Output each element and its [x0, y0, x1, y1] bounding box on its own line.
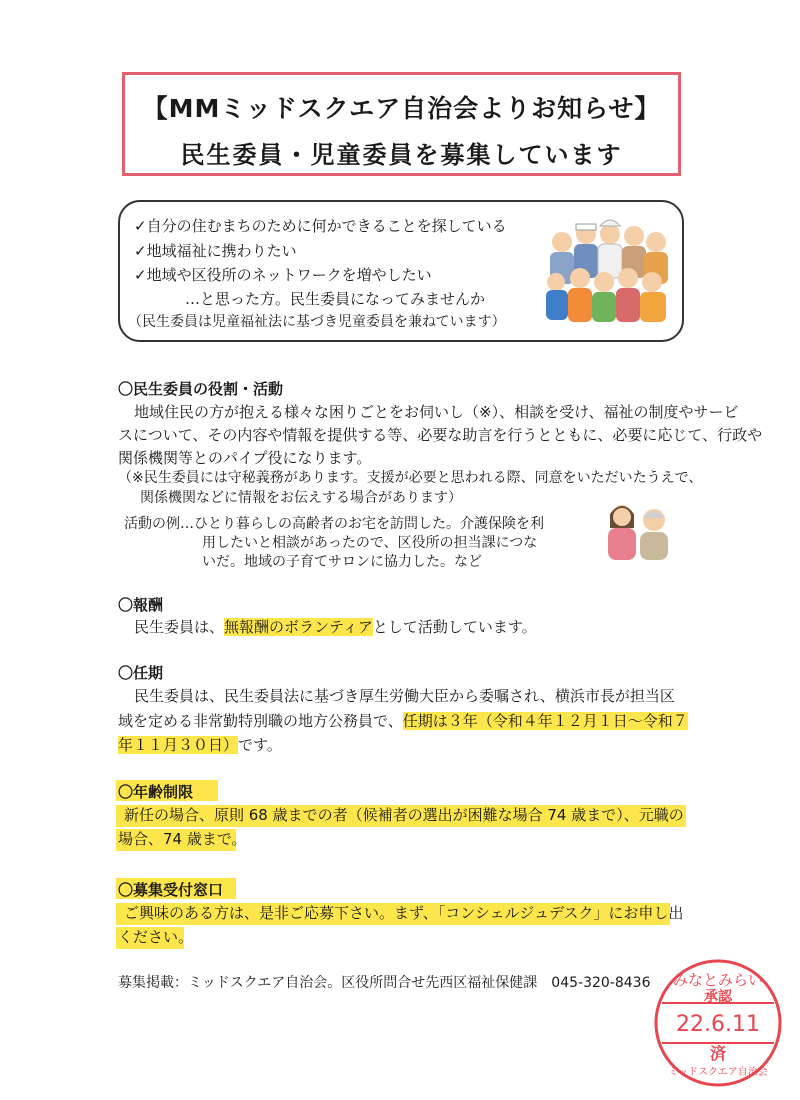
- title-box: [122, 72, 681, 176]
- age-line: 新任の場合、原則 68 歳までの者（候補者の選出が困難な場合 74 歳まで）、元職の: [124, 806, 684, 824]
- intro-note: （民生委員は児童福祉法に基づき児童委員を兼ねています）: [128, 314, 506, 330]
- check-item: ✓地域や区役所のネットワークを増やしたい: [134, 266, 432, 284]
- role-heading: 〇民生委員の役割・活動: [118, 380, 284, 398]
- reward-text: 民生委員は、無報酬のボランティアとして活動しています。: [134, 618, 537, 636]
- example-line: いだ。地域の子育てサロンに協力した。など: [202, 554, 482, 570]
- role-body-line: 関係機関等とのパイプ役になります。: [118, 449, 372, 467]
- role-body-line: スについて、その内容や情報を提供する等、必要な助言を行うとともに、必要に応じて、行政や: [118, 426, 763, 444]
- approval-stamp-icon: [652, 957, 784, 1089]
- term-heading: 〇任期: [118, 664, 164, 682]
- reward-heading: 〇報酬: [118, 596, 164, 614]
- term-line: 民生委員は、民生委員法に基づき厚生労働大臣から委嘱され、横浜市長が担当区: [134, 687, 675, 705]
- age-line: 場合、74 歳まで。: [118, 830, 247, 848]
- stamp-approve-text: 承認: [704, 989, 732, 1005]
- check-item: ✓地域福祉に携わりたい: [134, 242, 297, 260]
- stamp-date: 22.6.11: [676, 1012, 760, 1037]
- role-note-line: （※民生委員には守秘義務があります。支援が必要と思われる際、同意をいただいたうえで、: [118, 470, 703, 486]
- window-heading: 〇募集受付窓口: [118, 881, 224, 899]
- intro-closing: …と思った方。民生委員になってみませんか: [185, 290, 486, 308]
- term-line: 域を定める非常勤特別職の地方公務員で、任期は３年（令和４年１２月１日～令和７: [118, 712, 688, 730]
- visit-illustration-icon: [602, 500, 676, 562]
- role-body-line: 地域住民の方が抱える様々な困りごとをお伺いし（※）、相談を受け、福祉の制度やサービ: [134, 403, 739, 421]
- page-title: 【MMミッドスクエア自治会よりお知らせ】: [142, 94, 661, 123]
- stamp-top-text: みなとみらい: [672, 971, 764, 989]
- age-heading: 〇年齢制限: [118, 783, 194, 801]
- term-line: 年１１月３０日）です。: [118, 736, 282, 754]
- example-line: 用したいと相談があったので、区役所の担当課につな: [202, 535, 538, 551]
- example-line: 活動の例…ひとり暮らしの高齢者のお宅を訪問した。介護保険を利: [124, 516, 544, 532]
- stamp-done-text: 済: [709, 1044, 727, 1063]
- footer-contact: 募集掲載：ミッドスクエア自治会。区役所問合せ先西区福祉保健課 045-320-8436: [118, 975, 651, 991]
- people-illustration-icon: [540, 212, 675, 327]
- window-line: ご興味のある方は、是非ご応募下さい。まず、「コンシェルジュデスク」にお申し出: [124, 904, 684, 922]
- role-note-line: 関係機関などに情報をお伝えする場合があります）: [140, 490, 462, 506]
- check-item: ✓自分の住むまちのために何かできることを探している: [134, 217, 507, 235]
- page-subtitle: 民生委員・児童委員を募集しています: [180, 141, 623, 169]
- window-line: ください。: [118, 928, 194, 946]
- stamp-bottom-text: ミッドスクエア自治会: [668, 1067, 768, 1078]
